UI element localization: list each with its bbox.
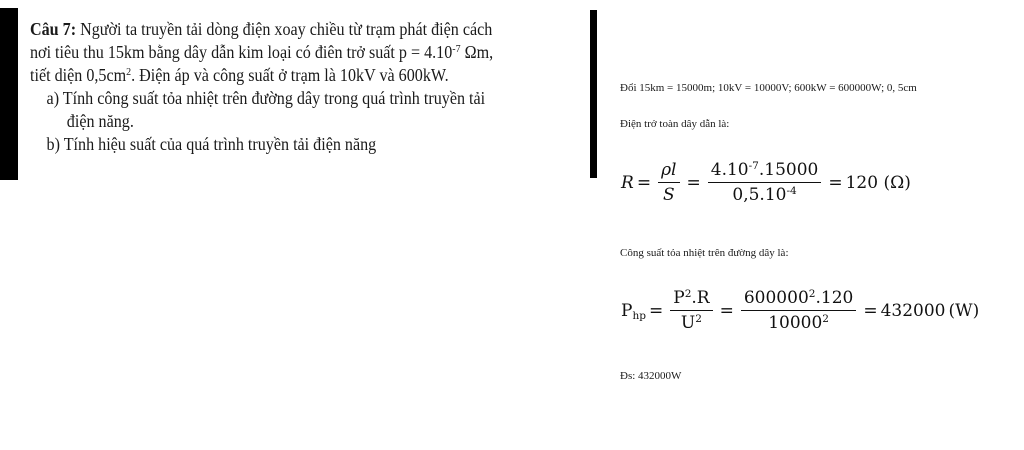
question-line-3: tiết diện $0,5cm^2$. Điện áp và công suất ở trạm là 10kV và 600kW. — [30, 65, 449, 85]
left-black-bar — [0, 8, 18, 180]
question-block — [30, 18, 545, 156]
divider-bar — [590, 10, 597, 178]
resistance-label: Điện trở toàn dây dẫn là: — [620, 118, 730, 130]
final-answer: Đs: 432000W — [620, 370, 682, 382]
question-number: Câu 7: — [30, 19, 77, 39]
fraction-p2r-over-u2: $\frac{P^2.R}{U^2}$ — [670, 288, 712, 333]
power-unit: (W) — [948, 300, 980, 321]
power-loss-label: Công suất tỏa nhiệt trên đường dây là: — [620, 247, 789, 259]
question-part-a-cont: điện năng. — [66, 111, 134, 131]
question-line-2: nơi tiêu thu 15km bằng dây dẫn kim loại có điên trở suất $p = 4.10^{-7}$ Ωm, — [30, 42, 494, 62]
question-part-a: a) Tính công suất tỏa nhiệt trên đường dây trong quá trình truyền tải — [46, 88, 486, 108]
fraction-resistance-values: $\frac{4.10^{-7}.15000}{0,5.10^{-4}}$ — [708, 160, 822, 205]
power-loss-equation: $P_{hp}$ = $\frac{P^2.R}{U^2}$ = $\frac{600000^2.120}{10000^2}$ = 432000 (W) — [621, 288, 980, 333]
resistance-equation: R = $\frac{\rho l}{S}$ = $\frac{4.10^{-7}.15000}{0,5.10^{-4}}$ = 120 (Ω) — [621, 160, 911, 205]
question-part-b: b) Tính hiệu suất của quá trình truyền tải điện năng — [46, 134, 377, 154]
resistance-result: 120 (Ω) — [845, 172, 911, 193]
power-loss-result: 432000 — [880, 300, 946, 321]
unit-conversion-line: Đổi 15km = 15000m; 10kV = 10000V; 600kW = 600000W; 0, 5cm — [620, 82, 917, 94]
question-line-1: Câu 7: Người ta truyền tải dòng điện xoay chiều từ trạm phát điện cách — [30, 19, 493, 39]
fraction-rho-l-over-s: $\frac{\rho l}{S}$ — [658, 160, 679, 205]
fraction-power-values: $\frac{600000^2.120}{10000^2}$ — [741, 288, 856, 333]
